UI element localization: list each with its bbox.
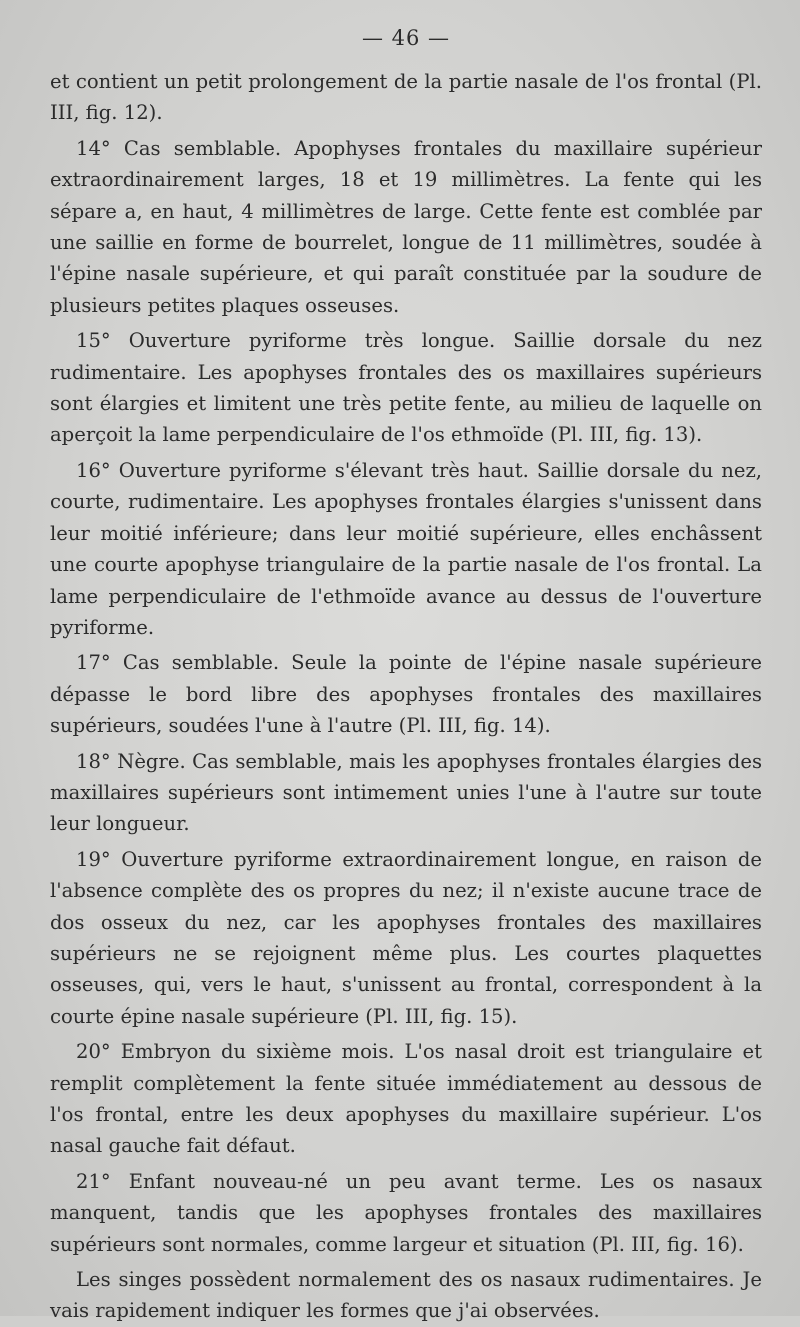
paragraph-continuation: et contient un petit prolongement de la partie nasale de l'os frontal (Pl. III, fig. 12).: [50, 70, 762, 125]
paragraph-case-14: 14° Cas semblable. Apophyses frontales du maxillaire supérieur extraordinairement larges, 18 et 19 millimètres. La fente qui les sépare a, en haut, 4 millimètres de large. Cette fente est comblée par une saillie en forme de bourrelet, longue de 11 millimètres, soudée à l'épine nasale supérieure, et qui paraît constituée par la soudure de plusieurs petites plaques osseuses.: [50, 136, 762, 317]
paragraph-case-19: 19° Ouverture pyriforme extraordinairement longue, en raison de l'absence complète des os propres du nez; il n'existe aucune trace de dos osseux du nez, car les apophyses frontales des maxillaires supérieurs ne se rejoignent même plus. Les courtes plaquettes osseuses, qui, vers le haut, s'unissent au frontal, correspondent à la courte épine nasale supérieure (Pl. III, fig. 15).: [50, 847, 762, 1028]
page-number: — 46 —: [361, 26, 451, 50]
paragraph-case-17: 17° Cas semblable. Seule la pointe de l'épine nasale supérieure dépasse le bord libre des apophyses frontales des maxillaires supérieurs, soudées l'une à l'autre (Pl. III, fig. 14).: [50, 651, 762, 738]
paragraph-case-18: 18° Nègre. Cas semblable, mais les apophyses frontales élargies des maxillaires supérieurs sont intimement unies l'une à l'autre sur toute leur longueur.: [50, 749, 762, 836]
paragraph-case-16: 16° Ouverture pyriforme s'élevant très haut. Saillie dorsale du nez, courte, rudimentaire. Les apophyses frontales élargies s'unissent dans leur moitié inférieure; dans leur moitié supérieure, elles enchâssent une courte apophyse triangulaire de la partie nasale de l'os frontal. La lame perpendiculaire de l'ethmoïde avance au dessus de l'ouverture pyriforme.: [50, 458, 762, 639]
paragraph-case-21: 21° Enfant nouveau-né un peu avant terme. Les os nasaux manquent, tandis que les apophyses frontales des maxillaires supérieurs sont normales, comme largeur et situation (Pl. III, fig. 16).: [50, 1169, 762, 1256]
body-text: [50, 66, 762, 1327]
paragraph-case-20: 20° Embryon du sixième mois. L'os nasal droit est triangulaire et remplit complètement la fente située immédiatement au dessous de l'os frontal, entre les deux apophyses du maxillaire supérieur. L'os nasal gauche fait défaut.: [50, 1040, 762, 1158]
paragraph-case-15: 15° Ouverture pyriforme très longue. Saillie dorsale du nez rudimentaire. Les apophyses frontales des os maxillaires supérieurs sont élargies et limitent une très petite fente, au milieu de laquelle on aperçoit la lame perpendiculaire de l'os ethmoïde (Pl. III, fig. 13).: [50, 329, 762, 447]
paragraph-monkeys: Les singes possèdent normalement des os nasaux rudimentaires. Je vais rapidement indiquer les formes que j'ai observées.: [50, 1268, 762, 1323]
